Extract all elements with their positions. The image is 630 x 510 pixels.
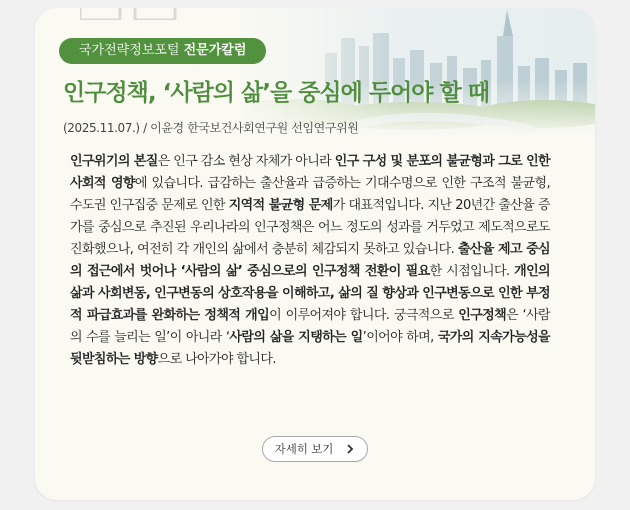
category-prefix: 국가전략정보포털 xyxy=(79,43,184,58)
body-emphasis: 출산율 제고 중심의 접근에서 벗어나 ‘사람의 삶’ 중심으로의 인구정책 전환이 필요 xyxy=(70,242,551,279)
body-text-segment: 으로 나아가야 합니다. xyxy=(157,352,276,367)
top-decoration xyxy=(80,8,180,20)
chevron-right-icon xyxy=(345,444,355,454)
column-body xyxy=(70,151,550,371)
body-text-segment: 은 인구 감소 현상 자체가 아니라 xyxy=(157,154,335,169)
more-button[interactable] xyxy=(262,436,368,462)
body-emphasis: 인구위기의 본질 xyxy=(70,154,158,169)
category-badge xyxy=(59,38,266,64)
body-text-segment: 한 시점입니다. xyxy=(429,264,515,279)
column-title: 인구정책, ‘사람의 삶’을 중심에 두어야 할 때 xyxy=(63,80,489,106)
more-button-label: 자세히 보기 xyxy=(274,444,334,456)
body-emphasis: 인구정책 xyxy=(458,308,507,323)
body-emphasis: 지역적 불균형 문제 xyxy=(228,198,333,213)
body-text-segment: 에 있습니다. 급감하는 출산율과 급증하는 기대수명으로 인한 구조적 불균형, 수도권 인구집중 문제로 인한 xyxy=(70,176,550,213)
column-card xyxy=(35,8,595,500)
body-text-segment: ’이어야 하며, xyxy=(362,330,438,345)
body-text-segment: 가 대표적입니다. 지난 20년간 출산율 증가를 중심으로 추진된 우리나라의 인구정책은 어느 정도의 성과를 거두었고 제도적으로도 진화했으나, 여전히 각 개인의 삶에서 충분히 체감되지 못하고 있습니다. xyxy=(70,198,550,257)
body-text-segment: 이 이루어져야 합니다. 궁극적으로 xyxy=(269,308,459,323)
body-emphasis: 인구 구성 및 분포의 불균형과 그로 인한 사회적 영향 xyxy=(70,154,550,191)
body-text-segment: 은 ‘사람의 수를 늘리는 일’이 아니라 ‘ xyxy=(70,308,551,345)
body-emphasis: 국가의 지속가능성을 뒷받침하는 방향 xyxy=(70,330,551,367)
author-meta: (2025.11.07.) / 이윤경 한국보건사회연구원 선임연구위원 xyxy=(63,121,359,135)
body-emphasis: 사람의 삶을 지탱하는 일 xyxy=(229,330,363,345)
category-bold: 전문가칼럼 xyxy=(183,43,247,58)
body-emphasis: 개인의 삶과 사회변동, 인구변동의 상호작용을 이해하고, 삶의 질 향상과 인구변동으로 인한 부정적 파급효과를 완화하는 정책적 개입 xyxy=(70,264,550,323)
